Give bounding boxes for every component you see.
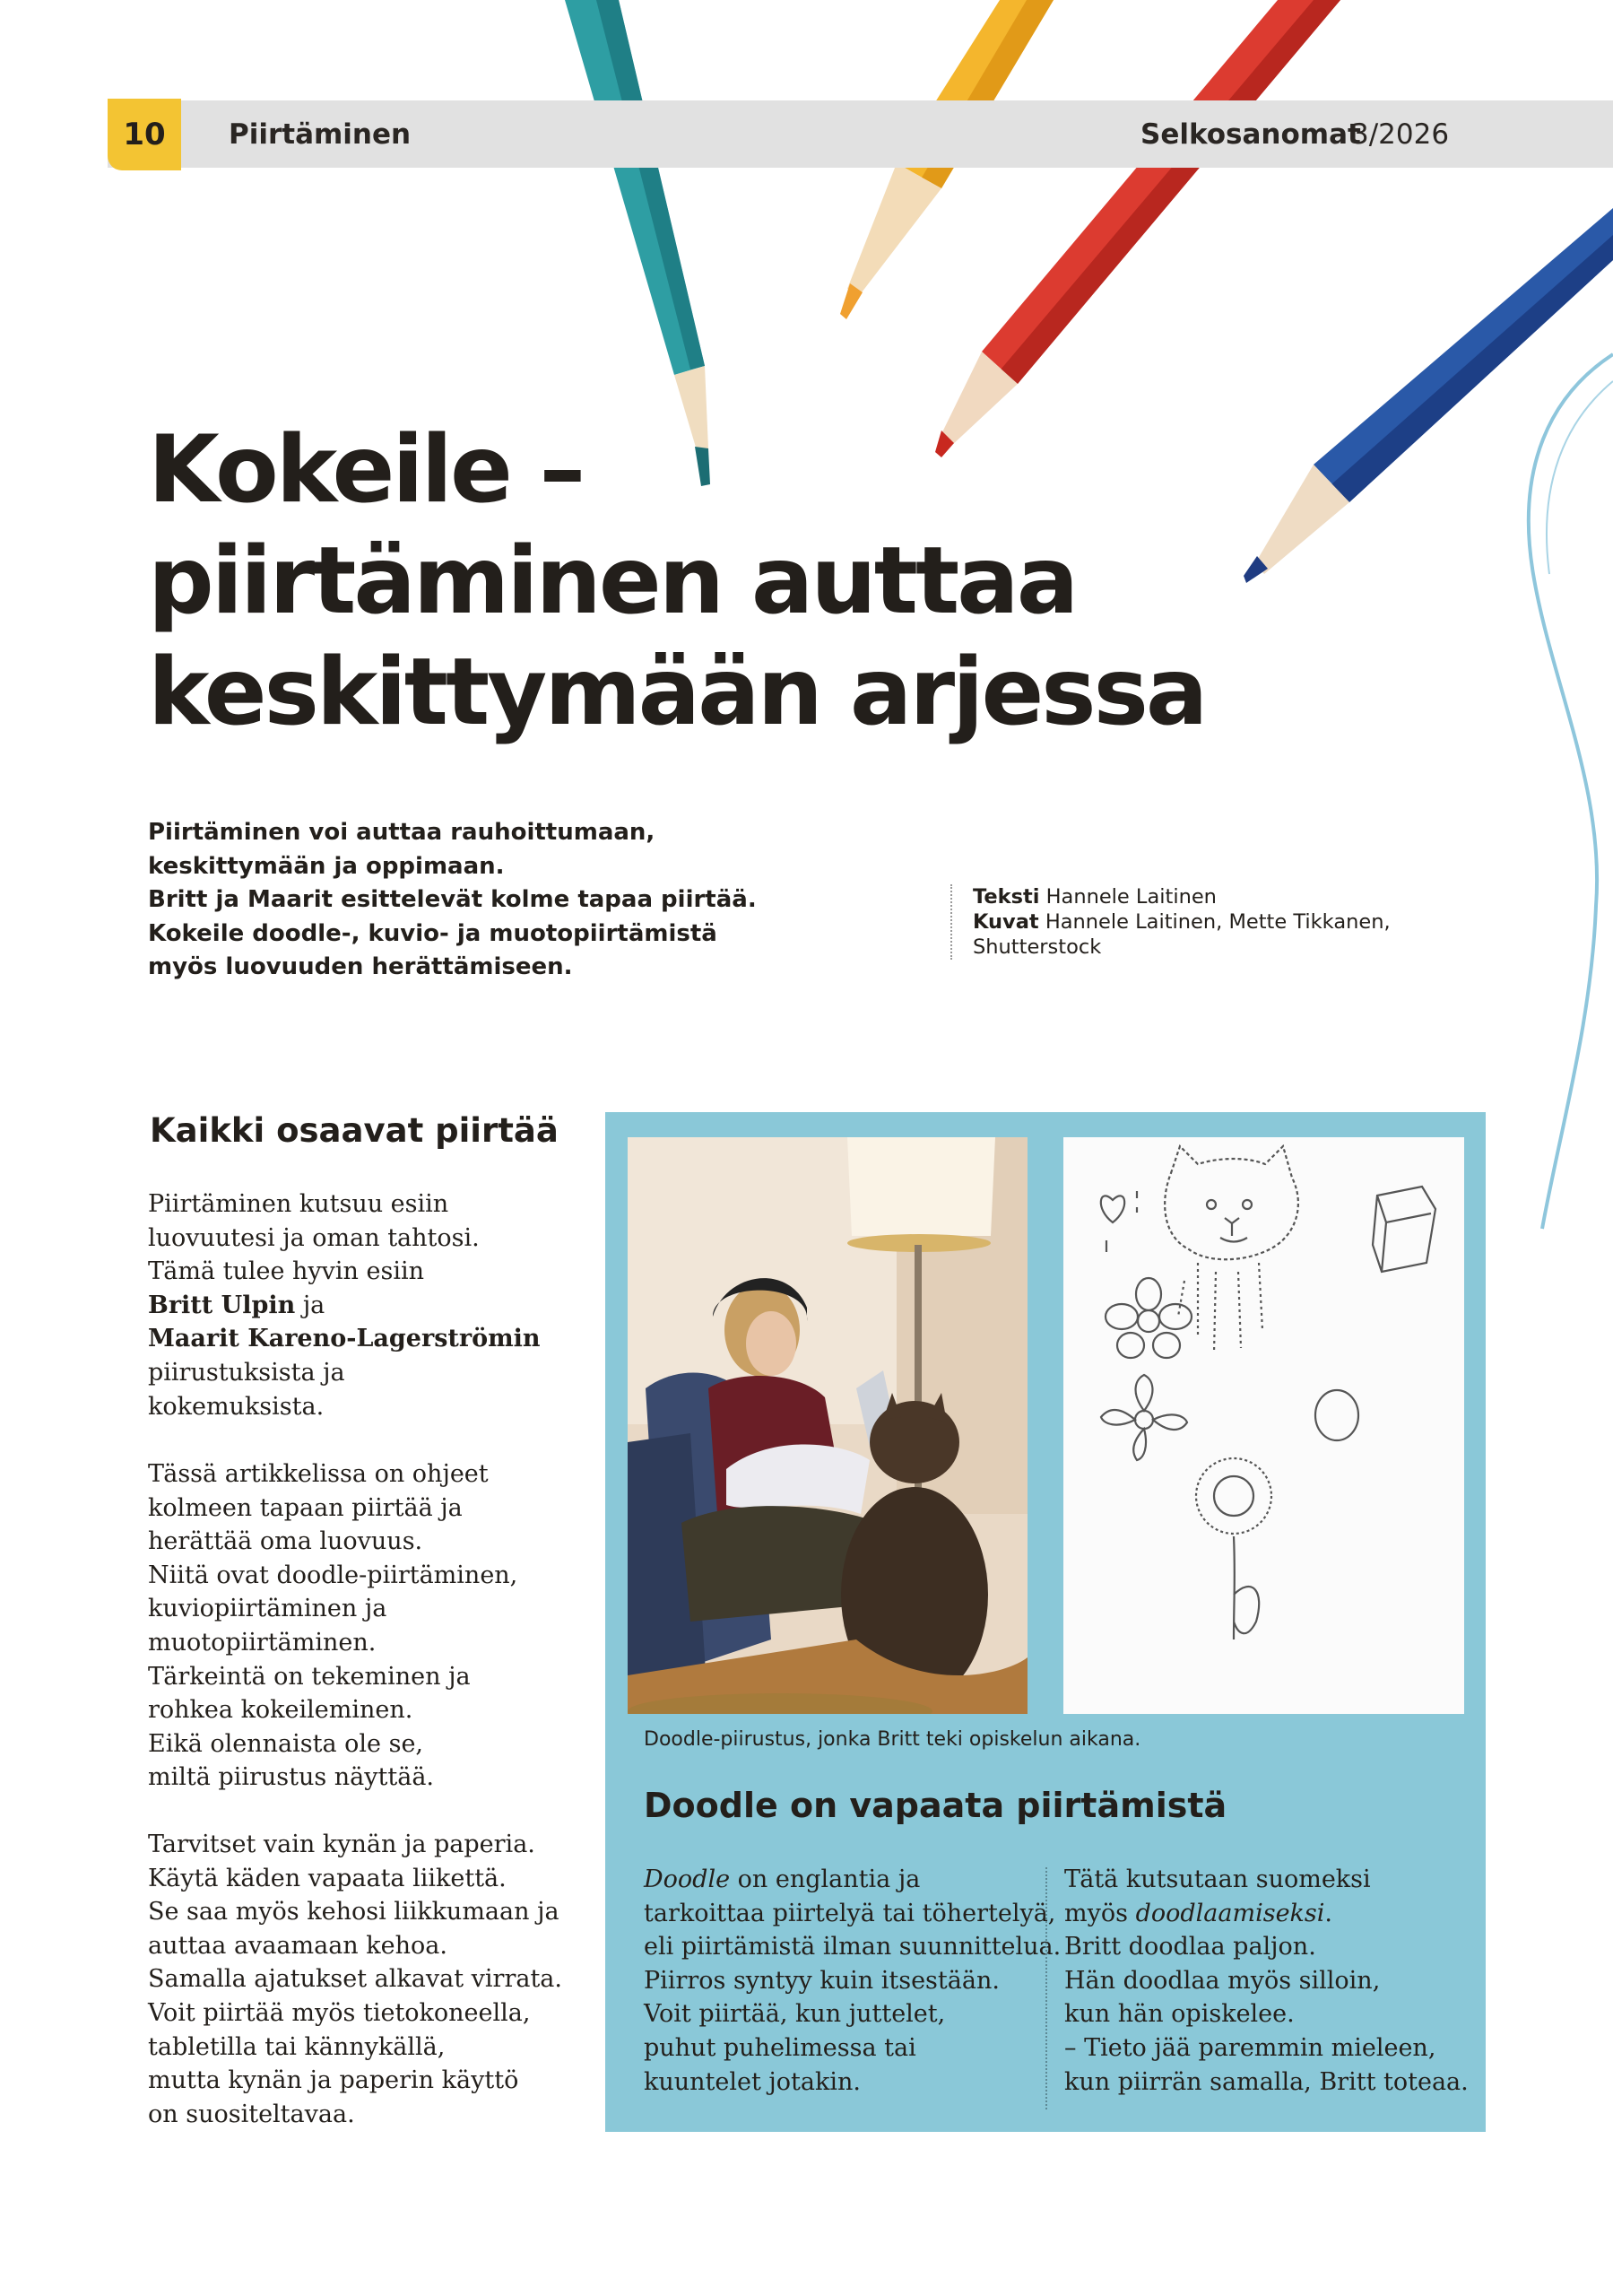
lead-line: myös luovuuden herättämiseen.: [148, 953, 573, 980]
teal-pencil-icon: [565, 0, 710, 486]
text-line: luovuutesi ja oman tahtosi.: [148, 1223, 480, 1252]
text-line: Tämä tulee hyvin esiin: [148, 1257, 425, 1286]
credits-photo-value-2: Shutterstock: [973, 935, 1102, 959]
text-line: kun piirrän samalla, Britt toteaa.: [1064, 2067, 1469, 2096]
lead-line: Piirtäminen voi auttaa rauhoittumaan,: [148, 819, 655, 846]
photo-woman-drawing-with-cat: [628, 1137, 1028, 1714]
box-column-2: [1064, 1863, 1469, 2099]
text-fragment: .: [1324, 1899, 1332, 1927]
lead-line: Kokeile doodle-, kuvio- ja muotopiirtämistä: [148, 919, 717, 947]
left-paragraph-1: [148, 1187, 541, 1423]
text-line: Piirros syntyy kuin itsestään.: [644, 1966, 1000, 1995]
person-name: Britt Ulpin: [148, 1291, 296, 1319]
lead-line: Britt ja Maarit esittelevät kolme tapaa piirtää.: [148, 886, 757, 913]
publication-name: Selkosanomat: [1140, 118, 1361, 151]
text-line: Käytä käden vapaata liikettä.: [148, 1864, 507, 1892]
column-divider: [1045, 1867, 1047, 2109]
credits-text-label: Teksti: [973, 885, 1040, 909]
text-line: on suositeltavaa.: [148, 2100, 355, 2128]
title-line: piirtäminen auttaa: [148, 527, 1077, 635]
left-column-heading: Kaikki osaavat piirtää: [150, 1111, 559, 1150]
box-heading: Doodle on vapaata piirtämistä: [644, 1786, 1227, 1825]
blue-wavy-line: [1529, 354, 1613, 1229]
credits-photo-line: [973, 909, 1421, 935]
text-line: [148, 1289, 541, 1323]
person-name: Maarit Kareno-Lagerströmin: [148, 1325, 541, 1353]
text-line: kolmeen tapaan piirtää ja: [148, 1493, 463, 1522]
text-line: tarkoittaa piirtelyä tai töhertelyä,: [644, 1899, 1056, 1927]
box-column-1: [644, 1863, 1061, 2099]
title-line: Kokeile –: [148, 416, 584, 524]
text-line: puhut puhelimessa tai: [644, 2033, 916, 2062]
text-line: kokemuksista.: [148, 1392, 325, 1421]
text-line: Se saa myös kehosi liikkumaan ja: [148, 1898, 559, 1926]
text-line: kuuntelet jotakin.: [644, 2067, 861, 2096]
left-paragraph-2: [148, 1457, 517, 1795]
text-line: herättää oma luovuus.: [148, 1527, 423, 1556]
credits-photo-value: Hannele Laitinen, Mette Tikkanen,: [1045, 910, 1391, 934]
title-line: keskittymään arjessa: [148, 639, 1206, 746]
text-line: Hän doodlaa myös silloin,: [1064, 1966, 1381, 1995]
text-fragment: on englantia ja: [737, 1866, 921, 1893]
text-line: Voit piirtää myös tietokoneella,: [148, 1998, 531, 2027]
article-credits: [950, 884, 1421, 960]
doodlaamiseksi-word: doodlaamiseksi: [1135, 1899, 1325, 1927]
section-name: Piirtäminen: [229, 118, 412, 151]
text-line: – Tieto jää paremmin mieleen,: [1064, 2033, 1436, 2062]
conjunction: ja: [302, 1291, 325, 1319]
text-line: rohkea kokeileminen.: [148, 1696, 413, 1725]
left-paragraph-3: [148, 1828, 562, 2131]
text-line: Tarvitset vain kynän ja paperia.: [148, 1831, 535, 1858]
text-line: Eikä olennaista ole se,: [148, 1729, 424, 1758]
article-title: [148, 414, 1224, 748]
issue-number: 3/2026: [1351, 118, 1450, 151]
credits-text-line: [973, 884, 1421, 909]
photo-doodle-drawing: [1063, 1137, 1464, 1714]
text-line: mutta kynän ja paperin käyttö: [148, 2066, 519, 2095]
text-line: Tätä kutsutaan suomeksi: [1064, 1866, 1371, 1893]
text-line: miltä piirustus näyttää.: [148, 1763, 435, 1792]
credits-text-value: Hannele Laitinen: [1045, 885, 1217, 909]
text-line: Tärkeintä on tekeminen ja: [148, 1662, 471, 1691]
text-line: eli piirtämistä ilman suunnittelua.: [644, 1933, 1062, 1961]
text-line: Tässä artikkelissa on ohjeet: [148, 1460, 489, 1488]
blue-pencil-icon: [1244, 208, 1613, 583]
text-line: Britt doodlaa paljon.: [1064, 1933, 1316, 1961]
text-line: Piirtäminen kutsuu esiin: [148, 1190, 449, 1218]
text-fragment: myös: [1064, 1899, 1128, 1927]
text-line: kun hän opiskelee.: [1064, 2000, 1295, 2029]
text-line: kuviopiirtäminen ja: [148, 1595, 387, 1623]
text-line: Voit piirtää, kun juttelet,: [644, 2000, 946, 2029]
doodle-word: Doodle: [644, 1866, 731, 1893]
text-line: [644, 1863, 1061, 1897]
text-line: tabletilla tai kännykällä,: [148, 2032, 446, 2061]
text-line: [1064, 1897, 1469, 1931]
text-line: Niitä ovat doodle-piirtäminen,: [148, 1561, 518, 1589]
text-line: piirustuksista ja: [148, 1358, 345, 1387]
text-line: auttaa avaamaan kehoa.: [148, 1931, 447, 1960]
text-line: [148, 1322, 541, 1356]
text-line: Samalla ajatukset alkavat virrata.: [148, 1965, 562, 1994]
credits-photo-label: Kuvat: [973, 910, 1039, 934]
text-line: muotopiirtäminen.: [148, 1628, 377, 1657]
article-lead: [148, 816, 793, 985]
photo-caption: Doodle-piirustus, jonka Britt teki opiskelun aikana.: [644, 1728, 1141, 1751]
lead-line: keskittymään ja oppimaan.: [148, 852, 505, 880]
page-number: 10: [108, 99, 181, 170]
